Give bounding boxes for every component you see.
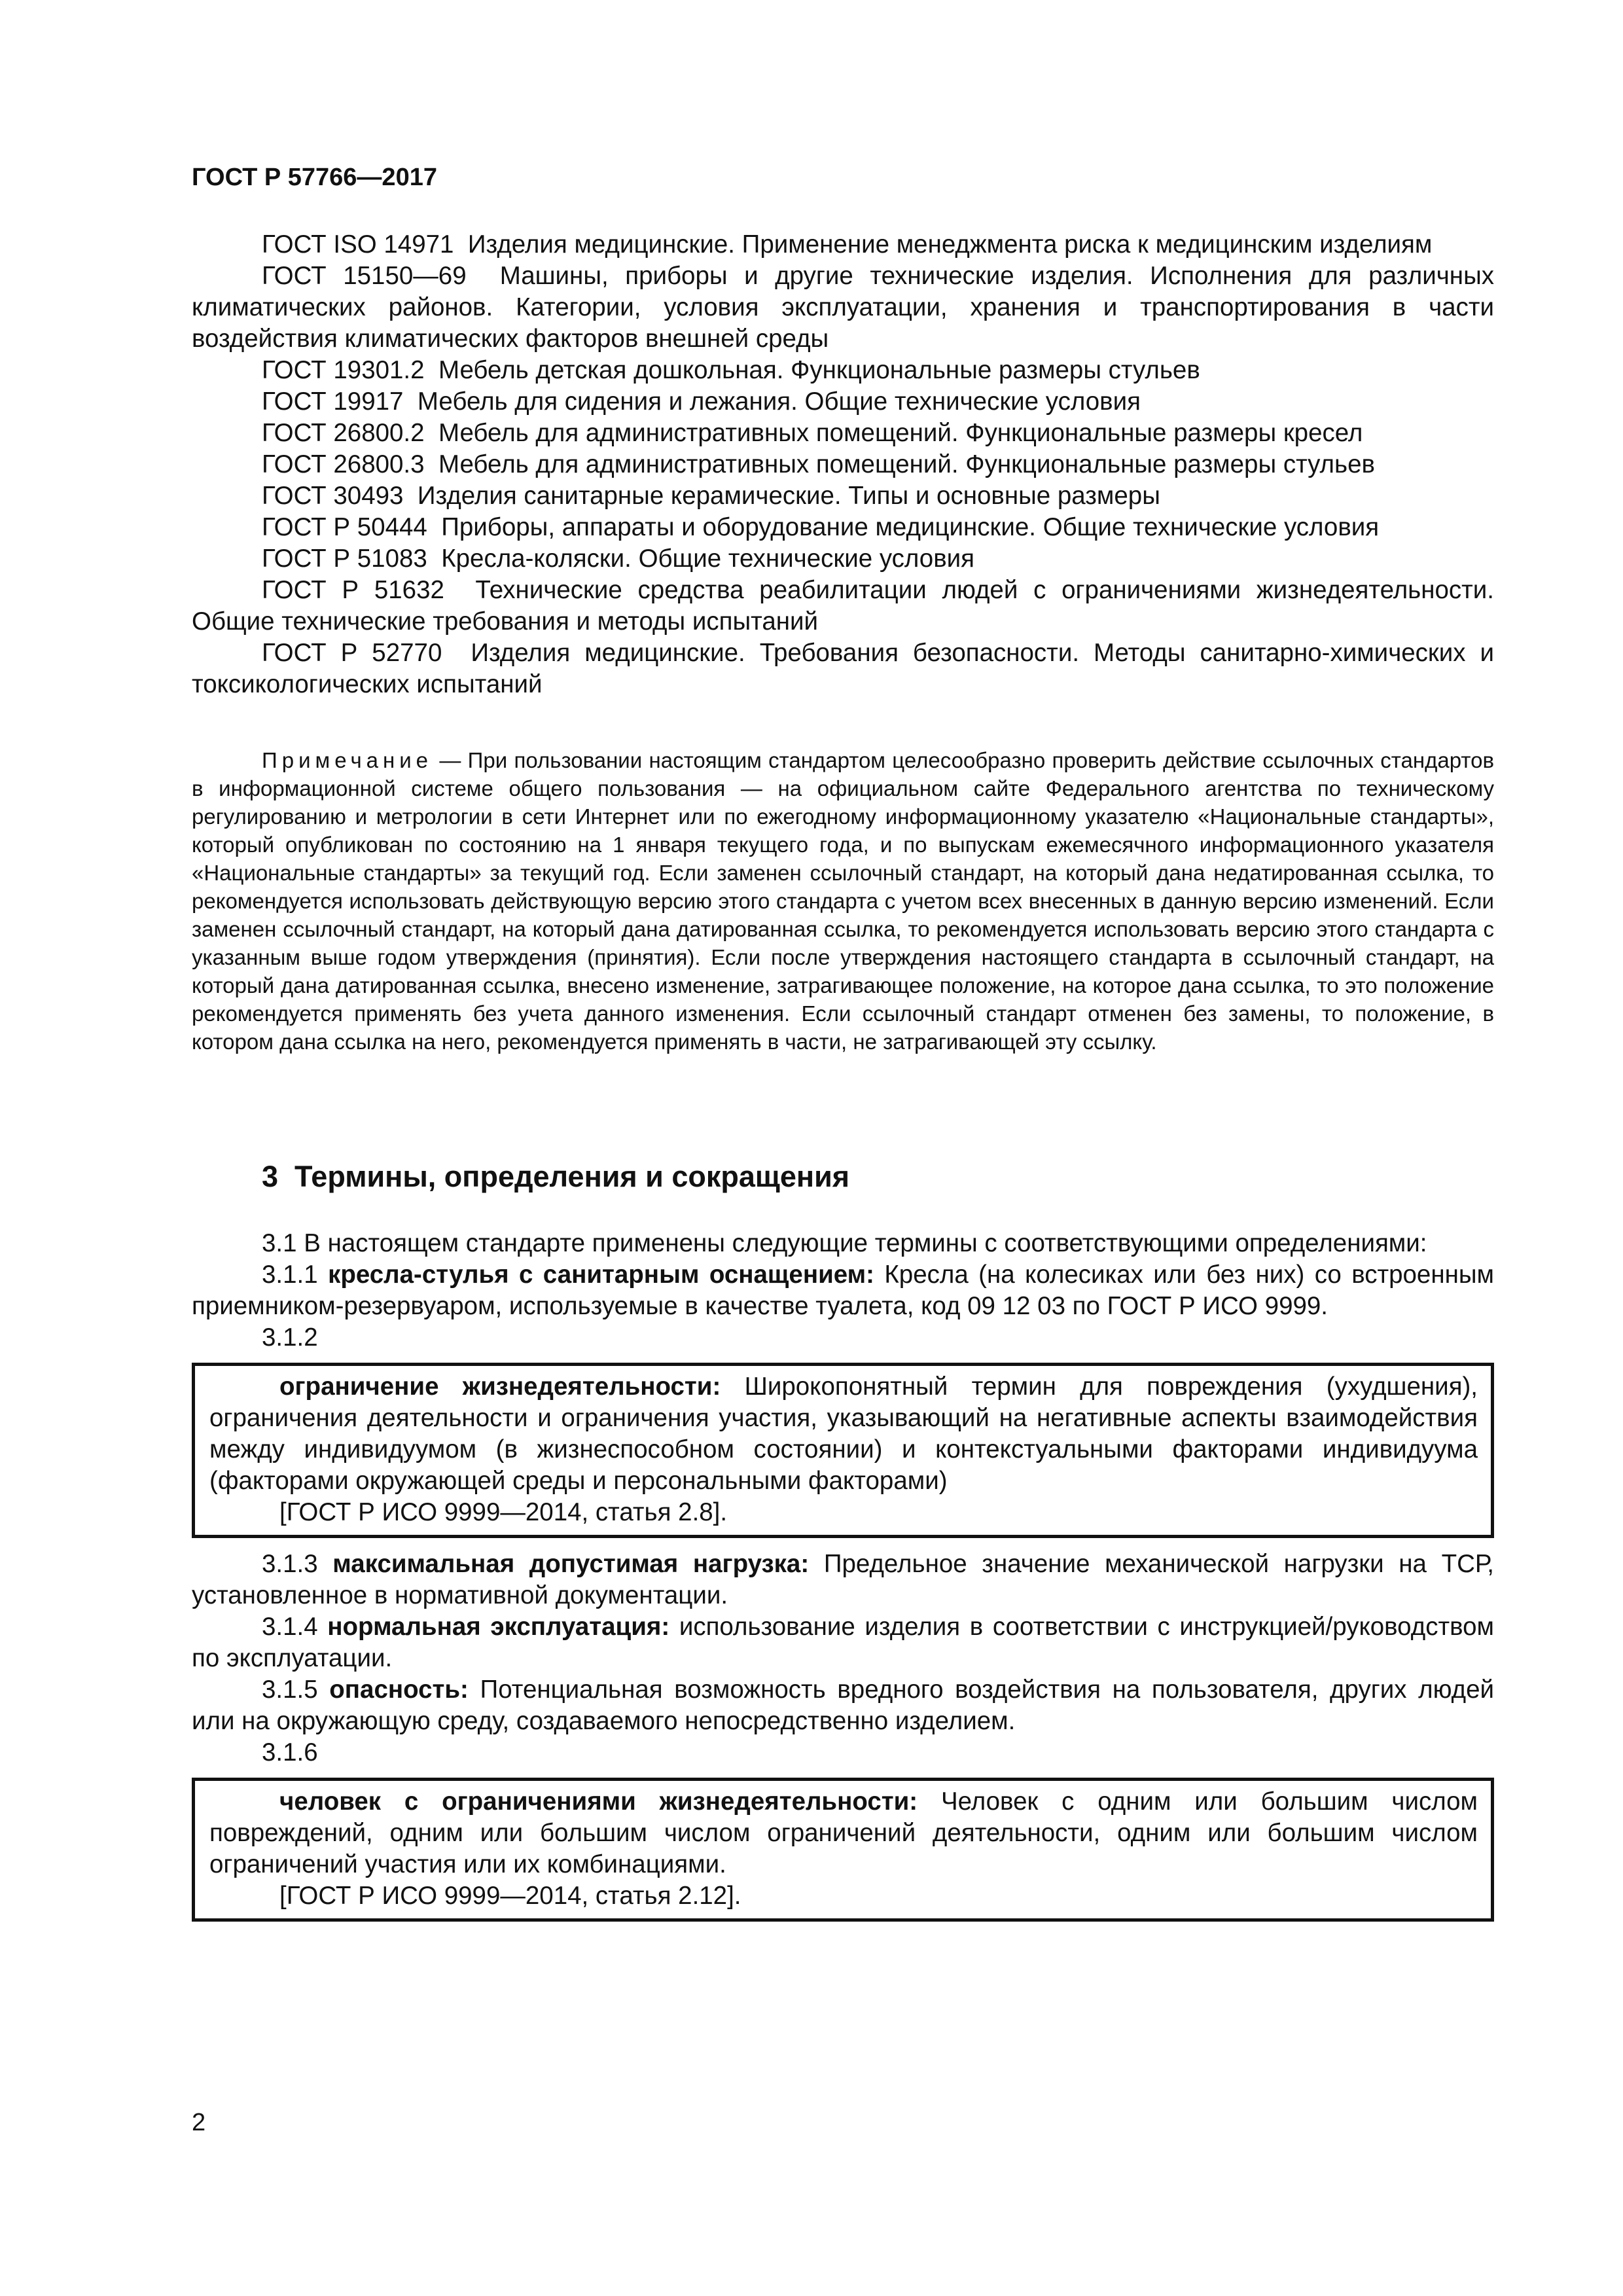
term-number: 3.1.6: [262, 1738, 318, 1767]
section-intro: 3.1 В настоящем стандарте применены следующие термины с соответствующими определениями:: [262, 1229, 1427, 1257]
reference-item: ГОСТ 15150—69 Машины, приборы и другие технические изделия. Исполнения для различных климатических районов. Категории, условия эксплуатации, хранения и транспортирования в части воздействия климатических факторов внешней среды: [192, 262, 1494, 353]
reference-item: ГОСТ 19301.2 Мебель детская дошкольная. Функциональные размеры стульев: [262, 356, 1200, 384]
reference-item: ГОСТ Р 51632 Технические средства реабилитации людей с ограничениями жизнедеятельности. Общие технические требования и методы испытаний: [192, 576, 1495, 636]
term-number: 3.1.2: [262, 1323, 318, 1352]
term-entry: 3.1.1 кресла-стулья с санитарным оснащением: Кресла (на колесиках или без них) со встроенным приемником-резервуаром, используемые в качестве туалета, код 09 12 03 по ГОСТ Р ИСО 9999.: [192, 1261, 1495, 1320]
term-source: [ГОСТ Р ИСО 9999—2014, статья 2.12].: [279, 1882, 741, 1910]
reference-item: ГОСТ ISO 14971 Изделия медицинские. Применение менеджмента риска к медицинским изделиям: [262, 230, 1433, 259]
reference-item: ГОСТ Р 52770 Изделия медицинские. Требования безопасности. Методы санитарно-химических и токсикологических испытаний: [192, 639, 1494, 698]
terms-list: [192, 1228, 1494, 1932]
term-entry: 3.1.5 опасность: Потенциальная возможность вредного воздействия на пользователя, других людей или на окружающую среду, создаваемого непосредственно изделием.: [192, 1676, 1494, 1735]
page-number: 2: [192, 2109, 206, 2136]
note-label: Примечание: [262, 748, 433, 772]
reference-item: ГОСТ Р 51083 Кресла-коляски. Общие технические условия: [262, 545, 974, 573]
reference-item: ГОСТ 30493 Изделия санитарные керамические. Типы и основные размеры: [262, 482, 1160, 510]
reference-item: ГОСТ 26800.2 Мебель для административных помещений. Функциональные размеры кресел: [262, 419, 1363, 447]
note-block: [192, 746, 1494, 1056]
term-definition: человек с ограничениями жизнедеятельности: Человек с одним или большим числом повреждений, одним или большим числом ограничений деятельности, одним или большим числом ограничений участия или их комбинациями.: [209, 1787, 1478, 1878]
term-entry: 3.1.3 максимальная допустимая нагрузка: Предельное значение механической нагрузки на ТСР, установленное в нормативной документации.: [192, 1550, 1494, 1609]
reference-item: ГОСТ 26800.3 Мебель для административных помещений. Функциональные размеры стульев: [262, 450, 1375, 478]
reference-item: ГОСТ Р 50444 Приборы, аппараты и оборудование медицинские. Общие технические условия: [262, 513, 1380, 541]
note-text: — При пользовании настоящим стандартом целесообразно проверить действие ссылочных стандартов в информационной системе общего пользования — на официальном сайте Федерального агентства по техническому регулированию и метрологии в сети Интернет или по ежегодному информационному указателю «Национальные стандарты», который опубликован по состоянию на 1 января текущего года, и по выпускам ежемесячного информационного указателя «Национальные стандарты» за текущий год. Если заменен ссылочный стандарт, на который дана недатированная ссылка, то рекомендуется использовать действующую версию этого стандарта с учетом всех внесенных в данную версию изменений. Если заменен ссылочный стандарт, на который дана датированная ссылка, то рекомендуется использовать версию этого стандарта с указанным выше годом утверждения (принятия). Если после утверждения настоящего стандарта в ссылочный стандарт, на который дана датированная ссылка, внесено изменение, затрагивающее положение, на которое дана ссылка, то это положение рекомендуется применять без учета данного изменения. Если ссылочный стандарт отменен без замены, то положение, в котором дана ссылка на него, рекомендуется применять в части, не затрагивающей эту ссылку.: [192, 748, 1494, 1054]
section-heading: 3 Термины, определения и сокращения: [262, 1160, 849, 1193]
normative-references: [192, 229, 1494, 700]
term-definition: ограничение жизнедеятельности: Широкопонятный термин для повреждения (ухудшения), ограничения деятельности и ограничения участия, указывающий на негативные аспекты взаимодействия между индивидуумом (в жизнеспособном состоянии) и контекстуальными факторами индивидуума (факторами окружающей среды и персональными факторами): [209, 1372, 1478, 1495]
document-header: ГОСТ Р 57766—2017: [192, 164, 437, 191]
term-entry: 3.1.4 нормальная эксплуатация: использование изделия в соответствии с инструкцией/руководством по эксплуатации.: [192, 1613, 1495, 1672]
term-box: [192, 1778, 1494, 1922]
term-source: [ГОСТ Р ИСО 9999—2014, статья 2.8].: [279, 1498, 728, 1526]
reference-item: ГОСТ 19917 Мебель для сидения и лежания. Общие технические условия: [262, 387, 1141, 416]
term-box: [192, 1363, 1494, 1538]
